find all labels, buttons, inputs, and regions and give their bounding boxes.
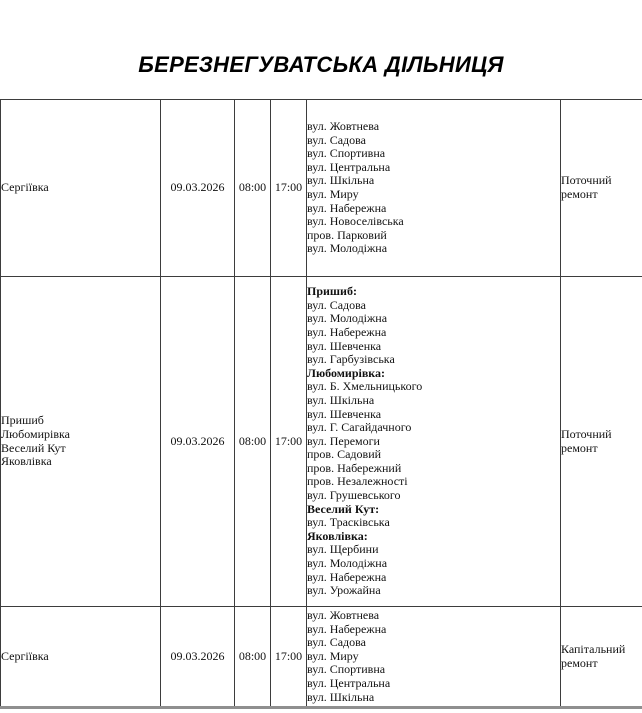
- street-name: вул. Б. Хмельницького: [307, 379, 423, 394]
- table-row: [1, 607, 642, 708]
- date-cell: 09.03.2026: [161, 607, 235, 708]
- street-name: вул. Шкільна: [307, 689, 375, 704]
- page-title: БЕРЕЗНЕГУВАТСЬКА ДІЛЬНИЦЯ: [138, 52, 504, 77]
- repair-type-cell: Поточний ремонт: [561, 100, 642, 277]
- street-name: вул. Шевченка: [307, 338, 382, 353]
- settlement-group-label: Пришиб:: [307, 284, 357, 299]
- table-row: [1, 100, 642, 277]
- street-name: вул. Шевченка: [307, 406, 382, 421]
- street-name: вул. Миру: [307, 648, 359, 663]
- street-name: пров. Незалежності: [307, 474, 408, 489]
- street-name: вул. Набережна: [307, 621, 387, 636]
- streets-cell: [307, 100, 561, 277]
- table-row: [1, 277, 642, 607]
- start-time-cell: 08:00: [235, 277, 271, 607]
- street-name: вул. Щербини: [307, 542, 379, 557]
- settlement-name: Сергіївка: [1, 648, 49, 663]
- settlement-group-label: Веселий Кут:: [307, 501, 380, 516]
- street-name: вул. Трасківська: [307, 515, 390, 530]
- street-name: вул. Набережна: [307, 200, 387, 215]
- street-name: вул. Перемоги: [307, 433, 380, 448]
- end-time-cell: 17:00: [271, 277, 307, 607]
- street-name: вул. Спортивна: [307, 662, 386, 677]
- street-name: пров. Парковий: [307, 227, 387, 242]
- street-name: вул. Садова: [307, 635, 366, 650]
- street-name: вул. Молодіжна: [307, 556, 388, 571]
- street-name: вул. Спортивна: [307, 146, 386, 161]
- settlement-cell: [1, 277, 161, 607]
- end-time-cell: 17:00: [271, 100, 307, 277]
- repair-type-cell: Капітальний ремонт: [561, 607, 642, 708]
- street-name: вул. Шкільна: [307, 392, 375, 407]
- settlement-name: Пришиб: [1, 413, 44, 428]
- settlement-name: Веселий Кут: [1, 440, 66, 455]
- date-cell: 09.03.2026: [161, 277, 235, 607]
- street-name: вул. Шкільна: [307, 173, 375, 188]
- street-name: вул. Центральна: [307, 159, 391, 174]
- street-name: пров. Набережний: [307, 460, 402, 475]
- streets-cell: [307, 607, 561, 708]
- street-name: вул. Миру: [307, 187, 359, 201]
- start-time-cell: 08:00: [235, 100, 271, 277]
- street-name: вул. Новоселівська: [307, 214, 404, 229]
- settlement-group-label: Яковлівка:: [307, 528, 368, 543]
- table-body: [1, 100, 642, 708]
- street-name: вул. Садова: [307, 297, 366, 312]
- settlement-name: Сергіївка: [1, 180, 49, 195]
- settlement-name: Яковлівка: [1, 454, 52, 469]
- street-name: вул. Жовтнева: [307, 119, 380, 134]
- outage-schedule-table: [0, 99, 642, 709]
- start-time-cell: 08:00: [235, 607, 271, 708]
- repair-type-cell: Поточний ремонт: [561, 277, 642, 607]
- settlement-name: Любомирівка: [1, 426, 70, 441]
- street-name: вул. Молодіжна: [307, 311, 388, 326]
- settlement-group-label: Любомирівка:: [307, 365, 386, 380]
- street-name: пров. Садовий: [307, 447, 382, 462]
- street-name: вул. Грушевського: [307, 488, 401, 503]
- street-name: вул. Центральна: [307, 675, 391, 690]
- settlement-cell: [1, 100, 161, 277]
- street-name: вул. Садова: [307, 132, 366, 147]
- date-cell: 09.03.2026: [161, 100, 235, 277]
- street-name: вул. Гарбузівська: [307, 352, 395, 367]
- street-name: вул. Г. Сагайдачного: [307, 420, 412, 435]
- end-time-cell: 17:00: [271, 607, 307, 708]
- street-name: вул. Жовтнева: [307, 608, 380, 622]
- street-name: вул. Молодіжна: [307, 241, 388, 256]
- street-name: вул. Набережна: [307, 569, 387, 584]
- streets-cell: [307, 277, 561, 607]
- street-name: вул. Набережна: [307, 324, 387, 339]
- settlement-cell: [1, 607, 161, 708]
- street-name: вул. Урожайна: [307, 583, 381, 598]
